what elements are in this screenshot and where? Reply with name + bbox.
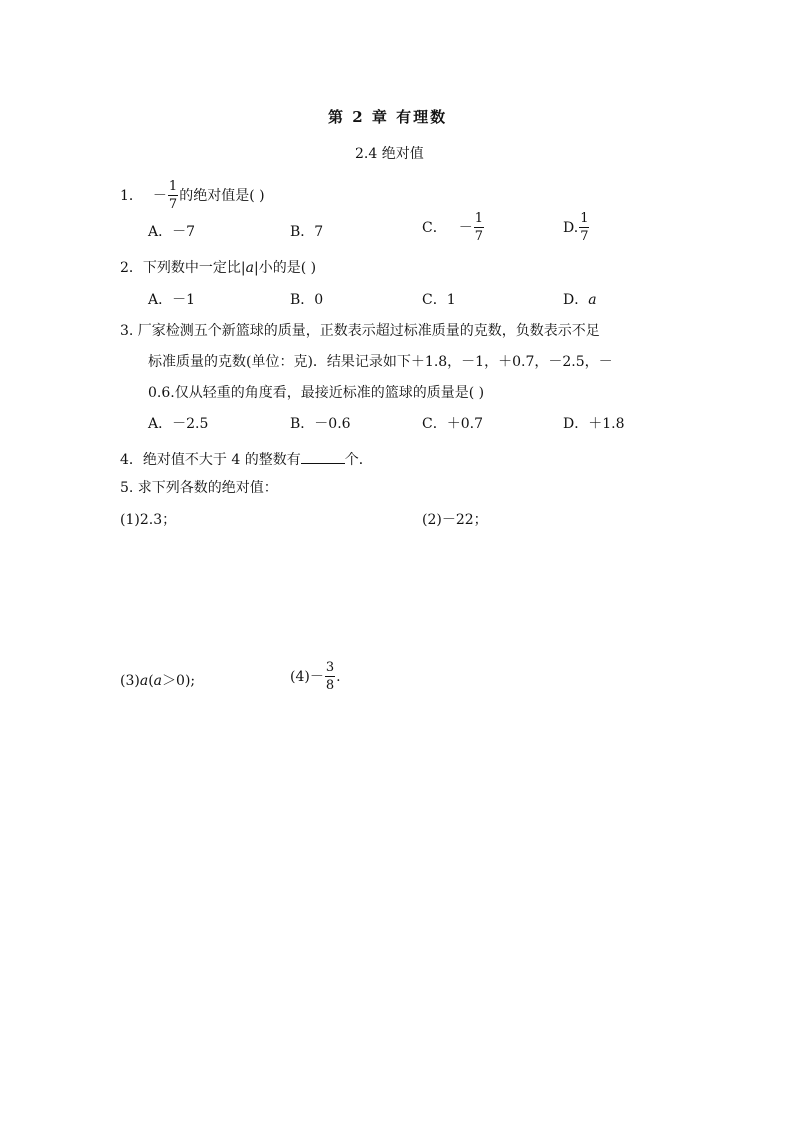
q1-option-d-denominator: 7 — [580, 229, 589, 244]
q5-part-4-label: (4)－ — [290, 668, 324, 685]
section-title: 2.4 绝对值 — [355, 146, 424, 162]
q3-option-d[interactable]: D．＋1.8 — [563, 416, 625, 432]
q4-answer-blank[interactable] — [301, 451, 345, 464]
q5-part-4-numerator: 3 — [325, 660, 335, 675]
q2-stem-end: |小的是( ) — [253, 260, 317, 276]
q1-option-d-label: D. — [563, 219, 579, 236]
question-5-stem: 5. 求下列各数的绝对值： — [120, 480, 278, 496]
q5-part-3-open: ( — [148, 673, 154, 689]
q5-part-3-close: ＞0); — [162, 673, 196, 689]
q1-option-c-denominator: 7 — [474, 229, 483, 244]
q3-option-c[interactable]: C．＋0.7 — [422, 416, 483, 432]
q1-option-c-fraction — [474, 212, 484, 243]
q5-part-4 — [290, 661, 341, 692]
q1-option-c[interactable] — [422, 212, 485, 243]
q2-option-d[interactable] — [563, 293, 597, 307]
q1-suffix: 的绝对值是( ) — [179, 187, 265, 204]
question-2-stem — [120, 261, 316, 275]
q2-option-b[interactable]: B．0 — [290, 292, 324, 308]
q2-option-a[interactable]: A．－1 — [148, 292, 196, 308]
q5-part-4-fraction — [325, 661, 335, 692]
q1-fraction-numerator: 1 — [168, 179, 178, 194]
q1-option-d-numerator: 1 — [580, 211, 589, 226]
q1-option-a[interactable]: A．－7 — [148, 224, 196, 240]
q1-option-d-fraction — [579, 212, 589, 243]
chapter-title: 第 2 章 有理数 — [328, 108, 448, 126]
q3-option-b[interactable]: B．－0.6 — [290, 416, 351, 432]
q1-fraction — [168, 180, 178, 211]
q2-option-d-label: D． — [563, 292, 589, 308]
q5-part-3-var1: a — [139, 673, 149, 689]
q5-part-3 — [120, 674, 195, 688]
q1-option-c-numerator: 1 — [474, 211, 483, 226]
q1-option-d[interactable] — [563, 212, 590, 243]
q5-part-3-var2: a — [153, 673, 163, 689]
q1-sign: － — [152, 187, 167, 204]
q3-option-a[interactable]: A．－2.5 — [148, 416, 209, 432]
q4-text-before: 4．绝对值不大于 4 的整数有 — [120, 452, 301, 468]
q1-number: 1． — [120, 187, 143, 204]
question-3-line-3: 0.6.仅从轻重的角度看，最接近标准的篮球的质量是( ) — [148, 385, 485, 401]
q2-stem-start: 2．下列数中一定比| — [120, 260, 246, 276]
q1-option-c-label: C． — [422, 219, 447, 236]
q5-part-2: (2)－22； — [422, 512, 488, 528]
q2-option-d-variable: a — [588, 292, 597, 308]
q5-part-3-label: (3) — [120, 673, 140, 689]
q1-option-c-sign: － — [458, 219, 473, 236]
q1-fraction-denominator: 7 — [168, 197, 178, 212]
q5-part-1: (1)2.3； — [120, 512, 177, 528]
q4-text-after: 个． — [344, 452, 373, 468]
q5-part-4-denominator: 8 — [325, 678, 335, 693]
question-3-line-2: 标准质量的克数(单位：克)．结果记录如下＋1.8，－1，＋0.7，－2.5，－ — [148, 354, 613, 370]
question-3-line-1: 3. 厂家检测五个新篮球的质量，正数表示超过标准质量的克数，负数表示不足 — [120, 323, 600, 339]
q2-option-c[interactable]: C．1 — [422, 292, 456, 308]
q2-variable: a — [245, 260, 254, 276]
question-1-stem — [120, 180, 265, 211]
q1-option-b[interactable]: B．7 — [290, 224, 324, 240]
question-4 — [120, 451, 373, 467]
q5-part-4-period: . — [336, 668, 341, 685]
